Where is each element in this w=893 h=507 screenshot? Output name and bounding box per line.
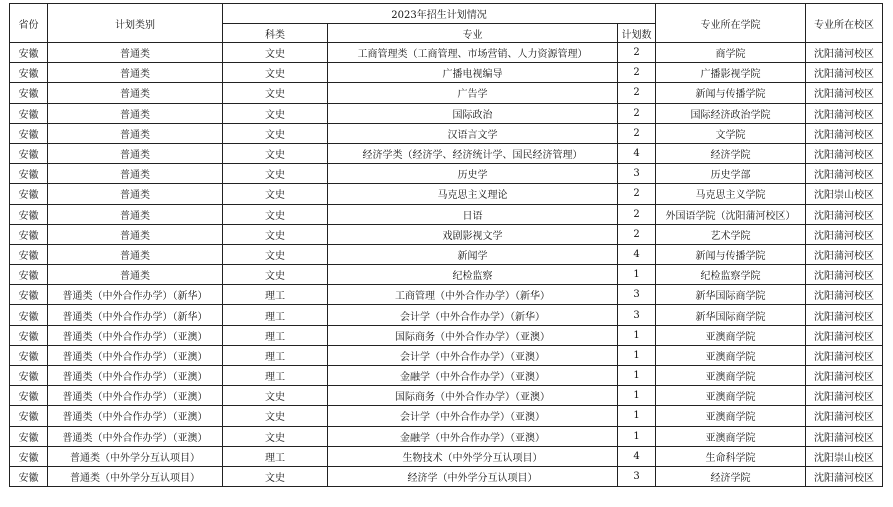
cell-major: 金融学（中外合作办学）（亚澳） (328, 366, 618, 386)
cell-major: 广告学 (328, 83, 618, 103)
cell-subject: 理工 (223, 345, 328, 365)
cell-college: 亚澳商学院 (656, 426, 806, 446)
cell-subject: 理工 (223, 446, 328, 466)
cell-campus: 沈阳崇山校区 (806, 184, 883, 204)
cell-subject: 文史 (223, 164, 328, 184)
table-row (10, 426, 883, 446)
cell-major: 国际商务（中外合作办学）（亚澳） (328, 386, 618, 406)
cell-category: 普通类（中外合作办学）（新华） (48, 305, 223, 325)
cell-count: 1 (618, 325, 656, 345)
cell-count: 1 (618, 426, 656, 446)
table-row (10, 164, 883, 184)
cell-subject: 文史 (223, 123, 328, 143)
cell-college: 生命科学院 (656, 446, 806, 466)
cell-category: 普通类 (48, 143, 223, 163)
table-row (10, 345, 883, 365)
cell-major: 历史学 (328, 164, 618, 184)
cell-province: 安徽 (10, 386, 48, 406)
cell-college: 经济学院 (656, 143, 806, 163)
cell-major: 生物技术（中外学分互认项目） (328, 446, 618, 466)
header-college: 专业所在学院 (656, 4, 806, 43)
cell-college: 马克思主义学院 (656, 184, 806, 204)
cell-subject: 文史 (223, 103, 328, 123)
cell-subject: 文史 (223, 83, 328, 103)
cell-subject: 文史 (223, 406, 328, 426)
cell-campus: 沈阳蒲河校区 (806, 426, 883, 446)
table-row (10, 63, 883, 83)
cell-major: 国际政治 (328, 103, 618, 123)
cell-campus: 沈阳蒲河校区 (806, 366, 883, 386)
cell-campus: 沈阳蒲河校区 (806, 265, 883, 285)
table-body (10, 43, 883, 487)
cell-province: 安徽 (10, 305, 48, 325)
cell-campus: 沈阳蒲河校区 (806, 325, 883, 345)
cell-college: 历史学部 (656, 164, 806, 184)
cell-category: 普通类（中外学分互认项目） (48, 446, 223, 466)
cell-count: 4 (618, 446, 656, 466)
cell-campus: 沈阳蒲河校区 (806, 285, 883, 305)
cell-province: 安徽 (10, 446, 48, 466)
cell-province: 安徽 (10, 63, 48, 83)
cell-category: 普通类 (48, 83, 223, 103)
cell-category: 普通类（中外合作办学）（亚澳） (48, 406, 223, 426)
cell-college: 新闻与传播学院 (656, 244, 806, 264)
cell-count: 1 (618, 366, 656, 386)
cell-category: 普通类（中外合作办学）（新华） (48, 285, 223, 305)
admission-plan-table-wrapper (9, 3, 883, 487)
cell-count: 1 (618, 265, 656, 285)
table-row (10, 305, 883, 325)
cell-campus: 沈阳蒲河校区 (806, 123, 883, 143)
cell-province: 安徽 (10, 123, 48, 143)
cell-count: 3 (618, 305, 656, 325)
cell-college: 艺术学院 (656, 224, 806, 244)
table-row (10, 143, 883, 163)
cell-category: 普通类 (48, 244, 223, 264)
cell-category: 普通类 (48, 265, 223, 285)
cell-count: 3 (618, 466, 656, 486)
table-row (10, 244, 883, 264)
cell-campus: 沈阳蒲河校区 (806, 406, 883, 426)
cell-count: 2 (618, 103, 656, 123)
cell-count: 1 (618, 406, 656, 426)
cell-college: 国际经济政治学院 (656, 103, 806, 123)
cell-category: 普通类 (48, 224, 223, 244)
cell-college: 文学院 (656, 123, 806, 143)
header-subject: 科类 (223, 24, 328, 43)
cell-major: 纪检监察 (328, 265, 618, 285)
cell-province: 安徽 (10, 466, 48, 486)
cell-category: 普通类 (48, 204, 223, 224)
cell-count: 2 (618, 83, 656, 103)
table-row (10, 184, 883, 204)
cell-subject: 文史 (223, 244, 328, 264)
cell-college: 亚澳商学院 (656, 325, 806, 345)
cell-count: 2 (618, 43, 656, 63)
cell-subject: 文史 (223, 466, 328, 486)
cell-province: 安徽 (10, 224, 48, 244)
cell-province: 安徽 (10, 406, 48, 426)
admission-plan-table (9, 3, 883, 487)
cell-province: 安徽 (10, 164, 48, 184)
cell-college: 商学院 (656, 43, 806, 63)
cell-category: 普通类（中外合作办学）（亚澳） (48, 386, 223, 406)
cell-college: 外国语学院（沈阳蒲河校区） (656, 204, 806, 224)
cell-campus: 沈阳蒲河校区 (806, 204, 883, 224)
cell-campus: 沈阳蒲河校区 (806, 103, 883, 123)
cell-subject: 理工 (223, 285, 328, 305)
cell-subject: 理工 (223, 366, 328, 386)
cell-province: 安徽 (10, 143, 48, 163)
cell-subject: 文史 (223, 63, 328, 83)
cell-major: 日语 (328, 204, 618, 224)
table-row (10, 386, 883, 406)
cell-subject: 文史 (223, 224, 328, 244)
cell-college: 亚澳商学院 (656, 345, 806, 365)
cell-subject: 理工 (223, 325, 328, 345)
cell-campus: 沈阳蒲河校区 (806, 63, 883, 83)
cell-campus: 沈阳蒲河校区 (806, 305, 883, 325)
cell-college: 亚澳商学院 (656, 406, 806, 426)
header-province: 省份 (10, 4, 48, 43)
cell-province: 安徽 (10, 366, 48, 386)
header-campus: 专业所在校区 (806, 4, 883, 43)
cell-count: 2 (618, 204, 656, 224)
table-row (10, 325, 883, 345)
table-row (10, 43, 883, 63)
cell-subject: 文史 (223, 184, 328, 204)
cell-major: 广播电视编导 (328, 63, 618, 83)
cell-college: 新华国际商学院 (656, 305, 806, 325)
cell-count: 2 (618, 224, 656, 244)
cell-major: 戏剧影视文学 (328, 224, 618, 244)
cell-count: 2 (618, 123, 656, 143)
table-row (10, 285, 883, 305)
cell-category: 普通类 (48, 103, 223, 123)
cell-province: 安徽 (10, 83, 48, 103)
cell-category: 普通类（中外合作办学）（亚澳） (48, 366, 223, 386)
cell-major: 金融学（中外合作办学）（亚澳） (328, 426, 618, 446)
table-row (10, 123, 883, 143)
cell-major: 国际商务（中外合作办学）（亚澳） (328, 325, 618, 345)
cell-province: 安徽 (10, 184, 48, 204)
cell-major: 工商管理类（工商管理、市场营销、人力资源管理） (328, 43, 618, 63)
cell-subject: 文史 (223, 43, 328, 63)
cell-province: 安徽 (10, 103, 48, 123)
cell-college: 纪检监察学院 (656, 265, 806, 285)
cell-province: 安徽 (10, 43, 48, 63)
table-row (10, 83, 883, 103)
cell-province: 安徽 (10, 244, 48, 264)
cell-category: 普通类（中外合作办学）（亚澳） (48, 426, 223, 446)
cell-major: 会计学（中外合作办学）（亚澳） (328, 406, 618, 426)
table-row (10, 466, 883, 486)
header-plan-group: 2023年招生计划情况 (223, 4, 656, 24)
cell-province: 安徽 (10, 204, 48, 224)
cell-campus: 沈阳崇山校区 (806, 446, 883, 466)
cell-province: 安徽 (10, 426, 48, 446)
cell-subject: 文史 (223, 386, 328, 406)
cell-count: 1 (618, 345, 656, 365)
cell-campus: 沈阳蒲河校区 (806, 244, 883, 264)
cell-college: 广播影视学院 (656, 63, 806, 83)
cell-category: 普通类 (48, 63, 223, 83)
cell-province: 安徽 (10, 265, 48, 285)
cell-college: 亚澳商学院 (656, 366, 806, 386)
cell-college: 新闻与传播学院 (656, 83, 806, 103)
cell-category: 普通类 (48, 123, 223, 143)
cell-subject: 文史 (223, 265, 328, 285)
cell-major: 工商管理（中外合作办学）（新华） (328, 285, 618, 305)
cell-campus: 沈阳蒲河校区 (806, 83, 883, 103)
table-row (10, 224, 883, 244)
cell-count: 4 (618, 143, 656, 163)
cell-campus: 沈阳蒲河校区 (806, 466, 883, 486)
cell-category: 普通类（中外合作办学）（亚澳） (48, 325, 223, 345)
cell-category: 普通类（中外学分互认项目） (48, 466, 223, 486)
cell-college: 亚澳商学院 (656, 386, 806, 406)
cell-category: 普通类 (48, 43, 223, 63)
table-row (10, 406, 883, 426)
cell-count: 4 (618, 244, 656, 264)
cell-major: 会计学（中外合作办学）（亚澳） (328, 345, 618, 365)
cell-category: 普通类 (48, 184, 223, 204)
table-row (10, 103, 883, 123)
header-count: 计划数 (618, 24, 656, 43)
cell-major: 经济学（中外学分互认项目） (328, 466, 618, 486)
cell-count: 2 (618, 184, 656, 204)
cell-subject: 文史 (223, 143, 328, 163)
cell-college: 经济学院 (656, 466, 806, 486)
cell-major: 新闻学 (328, 244, 618, 264)
cell-count: 3 (618, 164, 656, 184)
cell-province: 安徽 (10, 345, 48, 365)
cell-count: 2 (618, 63, 656, 83)
cell-category: 普通类（中外合作办学）（亚澳） (48, 345, 223, 365)
cell-count: 3 (618, 285, 656, 305)
cell-campus: 沈阳蒲河校区 (806, 43, 883, 63)
table-row (10, 204, 883, 224)
cell-province: 安徽 (10, 325, 48, 345)
cell-campus: 沈阳蒲河校区 (806, 386, 883, 406)
cell-subject: 文史 (223, 204, 328, 224)
header-major: 专业 (328, 24, 618, 43)
table-row (10, 446, 883, 466)
cell-count: 1 (618, 386, 656, 406)
cell-province: 安徽 (10, 285, 48, 305)
table-row (10, 366, 883, 386)
cell-campus: 沈阳蒲河校区 (806, 345, 883, 365)
cell-major: 汉语言文学 (328, 123, 618, 143)
header-category: 计划类别 (48, 4, 223, 43)
cell-major: 马克思主义理论 (328, 184, 618, 204)
cell-campus: 沈阳蒲河校区 (806, 164, 883, 184)
cell-major: 会计学（中外合作办学）（新华） (328, 305, 618, 325)
cell-campus: 沈阳蒲河校区 (806, 143, 883, 163)
cell-major: 经济学类（经济学、经济统计学、国民经济管理） (328, 143, 618, 163)
cell-college: 新华国际商学院 (656, 285, 806, 305)
cell-subject: 理工 (223, 305, 328, 325)
cell-category: 普通类 (48, 164, 223, 184)
cell-subject: 文史 (223, 426, 328, 446)
table-row (10, 265, 883, 285)
cell-campus: 沈阳蒲河校区 (806, 224, 883, 244)
